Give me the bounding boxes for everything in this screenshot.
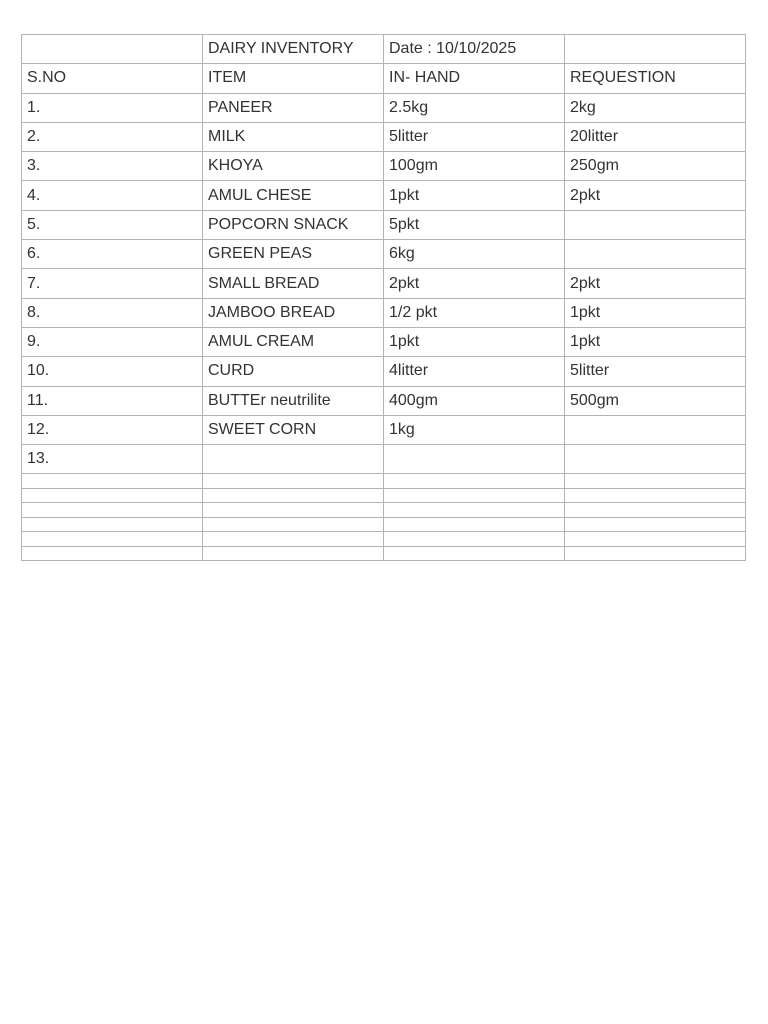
cell-item[interactable]: KHOYA bbox=[203, 152, 384, 181]
cell-requestion[interactable]: 20litter bbox=[565, 122, 746, 151]
empty-cell[interactable] bbox=[203, 546, 384, 561]
empty-cell[interactable] bbox=[22, 517, 203, 532]
cell-in-hand[interactable]: 1/2 pkt bbox=[384, 298, 565, 327]
empty-cell[interactable] bbox=[203, 517, 384, 532]
cell-item[interactable]: AMUL CREAM bbox=[203, 327, 384, 356]
empty-cell[interactable] bbox=[203, 474, 384, 489]
cell-sno[interactable]: 10. bbox=[22, 357, 203, 386]
sheet-title[interactable]: DAIRY INVENTORY bbox=[203, 35, 384, 64]
table-row bbox=[22, 93, 746, 122]
cell-sno[interactable]: 8. bbox=[22, 298, 203, 327]
table-body bbox=[22, 35, 746, 561]
cell-item[interactable]: JAMBOO BREAD bbox=[203, 298, 384, 327]
title-cell-blank[interactable] bbox=[22, 35, 203, 64]
title-row bbox=[22, 35, 746, 64]
column-header-row bbox=[22, 64, 746, 93]
table-row bbox=[22, 386, 746, 415]
empty-cell[interactable] bbox=[565, 546, 746, 561]
cell-requestion[interactable]: 2kg bbox=[565, 93, 746, 122]
cell-item[interactable]: MILK bbox=[203, 122, 384, 151]
cell-in-hand[interactable]: 400gm bbox=[384, 386, 565, 415]
empty-cell[interactable] bbox=[384, 532, 565, 547]
cell-item[interactable]: AMUL CHESE bbox=[203, 181, 384, 210]
table-row bbox=[22, 298, 746, 327]
empty-cell[interactable] bbox=[384, 474, 565, 489]
cell-requestion[interactable]: 5litter bbox=[565, 357, 746, 386]
header-requestion[interactable]: REQUESTION bbox=[565, 64, 746, 93]
empty-table-row bbox=[22, 503, 746, 518]
empty-cell[interactable] bbox=[22, 474, 203, 489]
cell-in-hand[interactable]: 5pkt bbox=[384, 210, 565, 239]
cell-requestion[interactable]: 2pkt bbox=[565, 181, 746, 210]
cell-item[interactable]: SMALL BREAD bbox=[203, 269, 384, 298]
cell-in-hand[interactable]: 5litter bbox=[384, 122, 565, 151]
table-row bbox=[22, 152, 746, 181]
table-row bbox=[22, 415, 746, 444]
cell-sno[interactable]: 1. bbox=[22, 93, 203, 122]
empty-cell[interactable] bbox=[22, 503, 203, 518]
table-row bbox=[22, 181, 746, 210]
cell-in-hand[interactable]: 6kg bbox=[384, 240, 565, 269]
cell-requestion[interactable]: 2pkt bbox=[565, 269, 746, 298]
title-cell-blank-end[interactable] bbox=[565, 35, 746, 64]
cell-in-hand[interactable]: 4litter bbox=[384, 357, 565, 386]
empty-cell[interactable] bbox=[565, 474, 746, 489]
cell-in-hand[interactable]: 2.5kg bbox=[384, 93, 565, 122]
cell-item[interactable]: BUTTEr neutrilite bbox=[203, 386, 384, 415]
cell-item[interactable]: PANEER bbox=[203, 93, 384, 122]
cell-item[interactable]: POPCORN SNACK bbox=[203, 210, 384, 239]
empty-cell[interactable] bbox=[203, 503, 384, 518]
table-row bbox=[22, 240, 746, 269]
cell-sno[interactable]: 12. bbox=[22, 415, 203, 444]
header-sno[interactable]: S.NO bbox=[22, 64, 203, 93]
empty-cell[interactable] bbox=[22, 488, 203, 503]
empty-table-row bbox=[22, 546, 746, 561]
empty-cell[interactable] bbox=[565, 503, 746, 518]
dairy-inventory-table bbox=[21, 34, 746, 561]
cell-requestion[interactable]: 1pkt bbox=[565, 298, 746, 327]
cell-requestion[interactable] bbox=[565, 415, 746, 444]
table-row bbox=[22, 122, 746, 151]
cell-sno[interactable]: 6. bbox=[22, 240, 203, 269]
cell-sno[interactable]: 11. bbox=[22, 386, 203, 415]
cell-requestion[interactable] bbox=[565, 445, 746, 474]
empty-table-row bbox=[22, 488, 746, 503]
cell-in-hand[interactable]: 2pkt bbox=[384, 269, 565, 298]
cell-sno[interactable]: 9. bbox=[22, 327, 203, 356]
empty-cell[interactable] bbox=[565, 532, 746, 547]
table-row bbox=[22, 269, 746, 298]
cell-item[interactable] bbox=[203, 445, 384, 474]
empty-table-row bbox=[22, 517, 746, 532]
empty-cell[interactable] bbox=[384, 488, 565, 503]
empty-cell[interactable] bbox=[22, 546, 203, 561]
empty-cell[interactable] bbox=[384, 546, 565, 561]
table-row bbox=[22, 327, 746, 356]
cell-in-hand[interactable]: 1kg bbox=[384, 415, 565, 444]
cell-sno[interactable]: 5. bbox=[22, 210, 203, 239]
cell-sno[interactable]: 4. bbox=[22, 181, 203, 210]
header-in-hand[interactable]: IN- HAND bbox=[384, 64, 565, 93]
cell-item[interactable]: GREEN PEAS bbox=[203, 240, 384, 269]
empty-cell[interactable] bbox=[203, 532, 384, 547]
cell-requestion[interactable]: 1pkt bbox=[565, 327, 746, 356]
cell-item[interactable]: SWEET CORN bbox=[203, 415, 384, 444]
cell-in-hand[interactable]: 1pkt bbox=[384, 181, 565, 210]
cell-in-hand[interactable]: 100gm bbox=[384, 152, 565, 181]
cell-in-hand[interactable] bbox=[384, 445, 565, 474]
cell-sno[interactable]: 13. bbox=[22, 445, 203, 474]
empty-table-row bbox=[22, 474, 746, 489]
cell-requestion[interactable]: 250gm bbox=[565, 152, 746, 181]
cell-sno[interactable]: 2. bbox=[22, 122, 203, 151]
cell-requestion[interactable] bbox=[565, 240, 746, 269]
cell-requestion[interactable]: 500gm bbox=[565, 386, 746, 415]
empty-cell[interactable] bbox=[203, 488, 384, 503]
table-row bbox=[22, 445, 746, 474]
empty-cell[interactable] bbox=[565, 488, 746, 503]
empty-table-row bbox=[22, 532, 746, 547]
sheet-date[interactable]: Date : 10/10/2025 bbox=[384, 35, 565, 64]
empty-cell[interactable] bbox=[384, 517, 565, 532]
header-item[interactable]: ITEM bbox=[203, 64, 384, 93]
table-row bbox=[22, 357, 746, 386]
empty-cell[interactable] bbox=[384, 503, 565, 518]
table-row bbox=[22, 210, 746, 239]
cell-requestion[interactable] bbox=[565, 210, 746, 239]
empty-cell[interactable] bbox=[565, 517, 746, 532]
cell-in-hand[interactable]: 1pkt bbox=[384, 327, 565, 356]
cell-sno[interactable]: 7. bbox=[22, 269, 203, 298]
cell-sno[interactable]: 3. bbox=[22, 152, 203, 181]
cell-item[interactable]: CURD bbox=[203, 357, 384, 386]
empty-cell[interactable] bbox=[22, 532, 203, 547]
